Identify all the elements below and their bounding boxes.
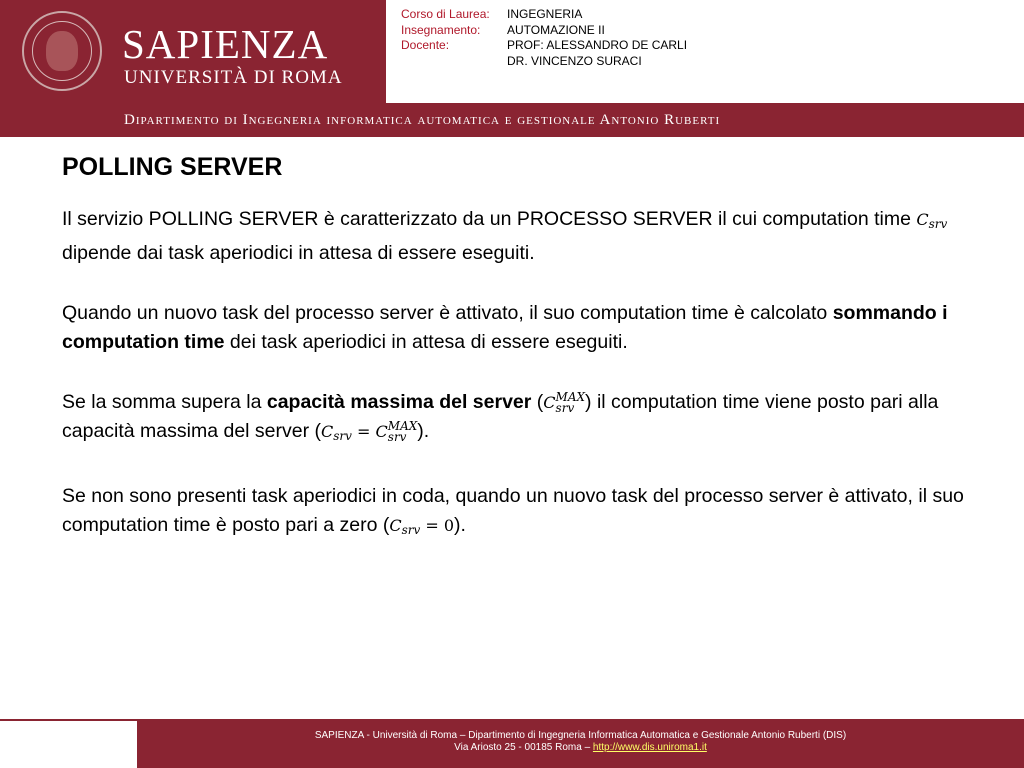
subject-label: Insegnamento: [401, 22, 481, 37]
department-bar: Dipartimento di Ingegneria informatica automatica e gestionale Antonio Ruberti [0, 103, 1024, 137]
footer-divider [0, 719, 137, 721]
logo-subtitle: UNIVERSITÀ DI ROMA [124, 67, 343, 88]
footer [137, 719, 1024, 768]
paragraph-2: Quando un nuovo task del processo server è attivato, il suo computation time è calcolato sommando i computation time dei task aperiodici in attesa di essere eseguiti. [62, 302, 948, 353]
course-value: INGEGNERIA [507, 7, 583, 21]
course-label: Corso di Laurea: [401, 7, 490, 21]
teacher-value: PROF: ALESSANDRO DE CARLI [507, 38, 688, 52]
emphasis-text: capacità massima del server [266, 391, 532, 413]
formula-c-srv-zero: $C_{srv} = 0$ [389, 516, 455, 537]
footer-address-line-1: SAPIENZA - Università di Roma – Dipartimento di Ingegneria Informatica Automatica e Gestionale Antonio Ruberti (DIS) [314, 730, 847, 741]
teacher-row [401, 38, 687, 54]
university-logo [0, 0, 386, 103]
paragraph-3: Se la somma supera la capacità massima del server (C MAX srv ) il computation time viene posto pari alla capacità massima del server ($C_{srv} = C$ MAX srv ). [62, 390, 939, 444]
page-title: POLLING SERVER [62, 153, 283, 181]
teacher-value-2: DR. VINCENZO SURACI [507, 53, 642, 68]
course-info [401, 7, 687, 69]
paragraph-4: Se non sono presenti task aperiodici in coda, quando un nuovo task del processo server è attivato, il suo computation time è posto pari a zero $(C_{srv} = 0)$. [62, 485, 964, 537]
teacher-label-2 [401, 54, 507, 70]
formula-c-srv: $C_{srv}$ [916, 210, 948, 231]
emphasis-text: sommando i computation time [62, 302, 948, 353]
paragraph-1: Il servizio POLLING SERVER è caratterizzato da un PROCESSO SERVER il cui computation time $C_{srv}$ dipende dai task aperiodici in attesa di essere eseguiti. [62, 208, 948, 264]
formula-c-srv-equals-max: $C_{srv} = C$ MAX srv [321, 419, 418, 444]
teacher-row-2 [401, 54, 687, 70]
subject-value: AUTOMAZIONE II [507, 22, 605, 37]
university-seal-icon [22, 11, 102, 91]
teacher-label: Docente: [401, 38, 450, 52]
slide-content [62, 152, 982, 576]
logo-name: SAPIENZA [122, 21, 329, 67]
formula-c-srv-max: C MAX srv [543, 390, 586, 415]
footer-address-line-2: Via Ariosto 25 - 00185 Roma – http://www.dis.uniroma1.it [454, 742, 707, 753]
subject-row [401, 23, 687, 39]
department-website-link[interactable]: http://www.dis.uniroma1.it [592, 742, 707, 753]
course-row [401, 7, 687, 23]
